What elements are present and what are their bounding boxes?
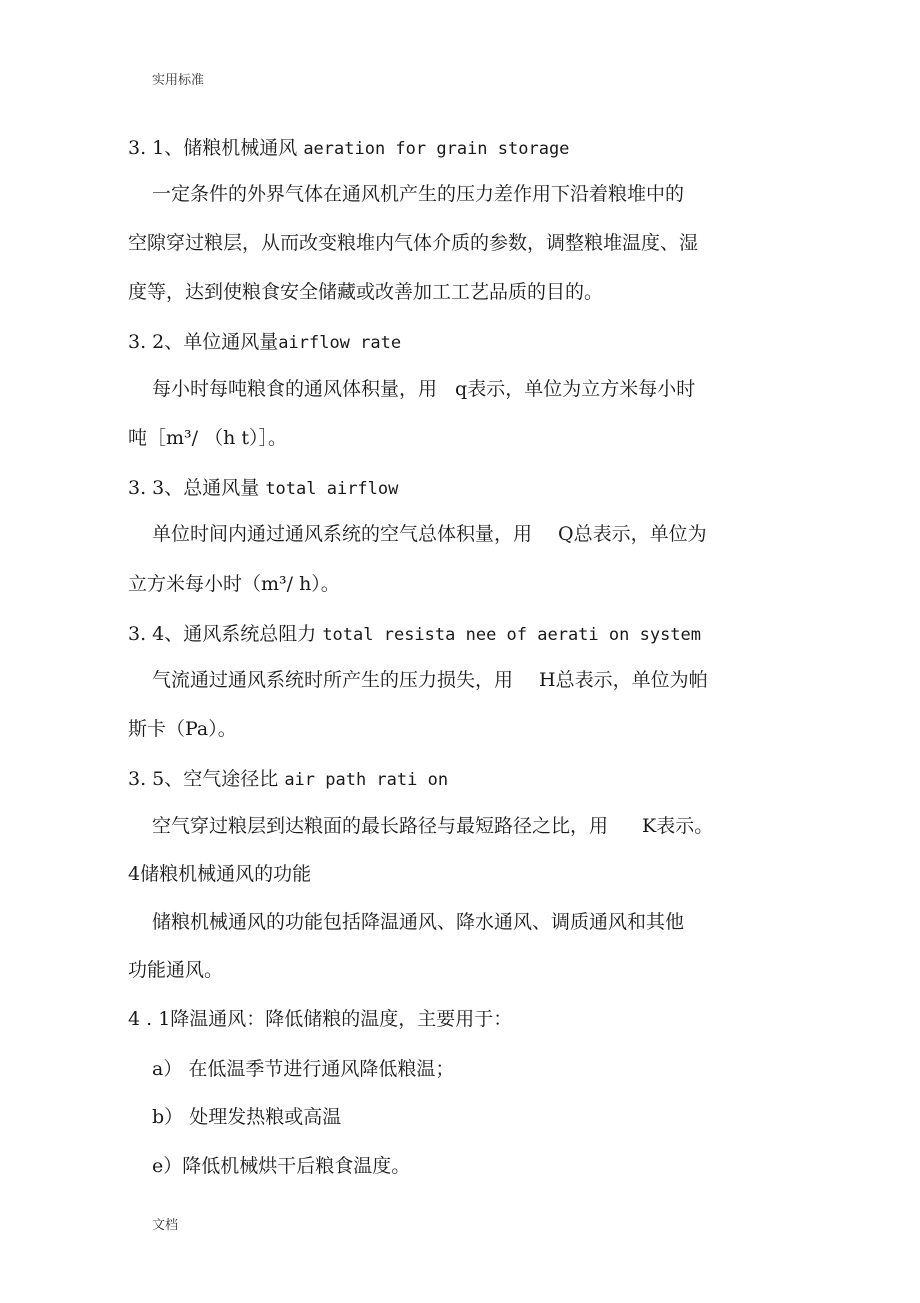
section-3-4-body-line: 气流通过通风系统时所产生的压力损失，用 H总表示，单位为帕: [152, 669, 708, 691]
heading-english: airflow rate: [278, 333, 402, 353]
section-4-body-line: 储粮机械通风的功能包括降温通风、降水通风、调质通风和其他: [152, 911, 685, 933]
list-item-label: a）: [152, 1058, 183, 1080]
symbol: Q: [558, 523, 574, 545]
section-3-5-heading: [128, 767, 448, 792]
heading-number: 3. 4、通风系统总阻力: [128, 623, 317, 645]
heading-english: aeration for grain storage: [303, 139, 570, 159]
heading-english: total resista nee of aerati on system: [322, 625, 702, 645]
section-3-1-body-line: 一定条件的外界气体在通风机产生的压力差作用下沿着粮堆中的: [152, 183, 685, 205]
section-3-3-body-line: 立方米每小时（m³/ h）。: [128, 573, 340, 595]
list-item-label: e）: [152, 1155, 183, 1177]
list-item-b: b） 处理发热粮或高温: [152, 1106, 342, 1128]
section-4-1-heading: [128, 1007, 512, 1031]
heading-number: 4 . 1: [128, 1008, 171, 1030]
heading-english: air path rati on: [284, 770, 449, 790]
section-4-body-line: 功能通风。: [128, 959, 224, 981]
symbol: q: [455, 378, 468, 400]
heading-english: total airflow: [265, 479, 399, 499]
page-footer: 文档: [152, 1218, 179, 1233]
heading-number: 3. 1、储粮机械通风: [128, 137, 298, 159]
list-item-label: b）: [152, 1106, 184, 1128]
section-3-3-body-line: 单位时间内通过通风系统的空气总体积量，用 Q总表示，单位为: [152, 523, 707, 545]
section-3-5-body-line: 空气穿过粮层到达粮面的最长路径与最短路径之比，用 K表示。: [152, 815, 714, 837]
section-3-3-heading: [128, 476, 398, 501]
page-header: 实用标准: [152, 73, 205, 88]
section-3-1-body-line: 空隙穿过粮层，从而改变粮堆内气体介质的参数，调整粮堆温度、湿: [128, 232, 699, 254]
heading-number: 3. 5、空气途径比: [128, 768, 279, 790]
heading-number: 3. 3、总通风量: [128, 477, 260, 499]
symbol: H: [539, 669, 556, 691]
symbol: K: [642, 815, 657, 837]
section-3-1-heading: [128, 136, 569, 161]
section-4-heading: 4储粮机械通风的功能: [128, 863, 312, 885]
section-3-2-heading: [128, 330, 401, 355]
section-3-4-heading: [128, 622, 701, 647]
heading-text: 降温通风：降低储粮的温度，主要用于：: [170, 1008, 513, 1030]
section-3-1-body-line: 度等，达到使粮食安全储藏或改善加工工艺品质的目的。: [128, 281, 604, 303]
list-item-e: e）降低机械烘干后粮食温度。: [152, 1155, 411, 1177]
section-3-2-body-line: 吨［m³/ （h t）］。: [128, 427, 287, 449]
section-3-4-body-line: 斯卡（Pa）。: [128, 718, 237, 740]
section-3-2-body-line: 每小时每吨粮食的通风体积量，用 q表示，单位为立方米每小时: [152, 378, 696, 400]
list-item-a: a） 在低温季节进行通风降低粮温；: [152, 1058, 455, 1080]
heading-number: 3. 2、单位通风量: [128, 331, 279, 353]
